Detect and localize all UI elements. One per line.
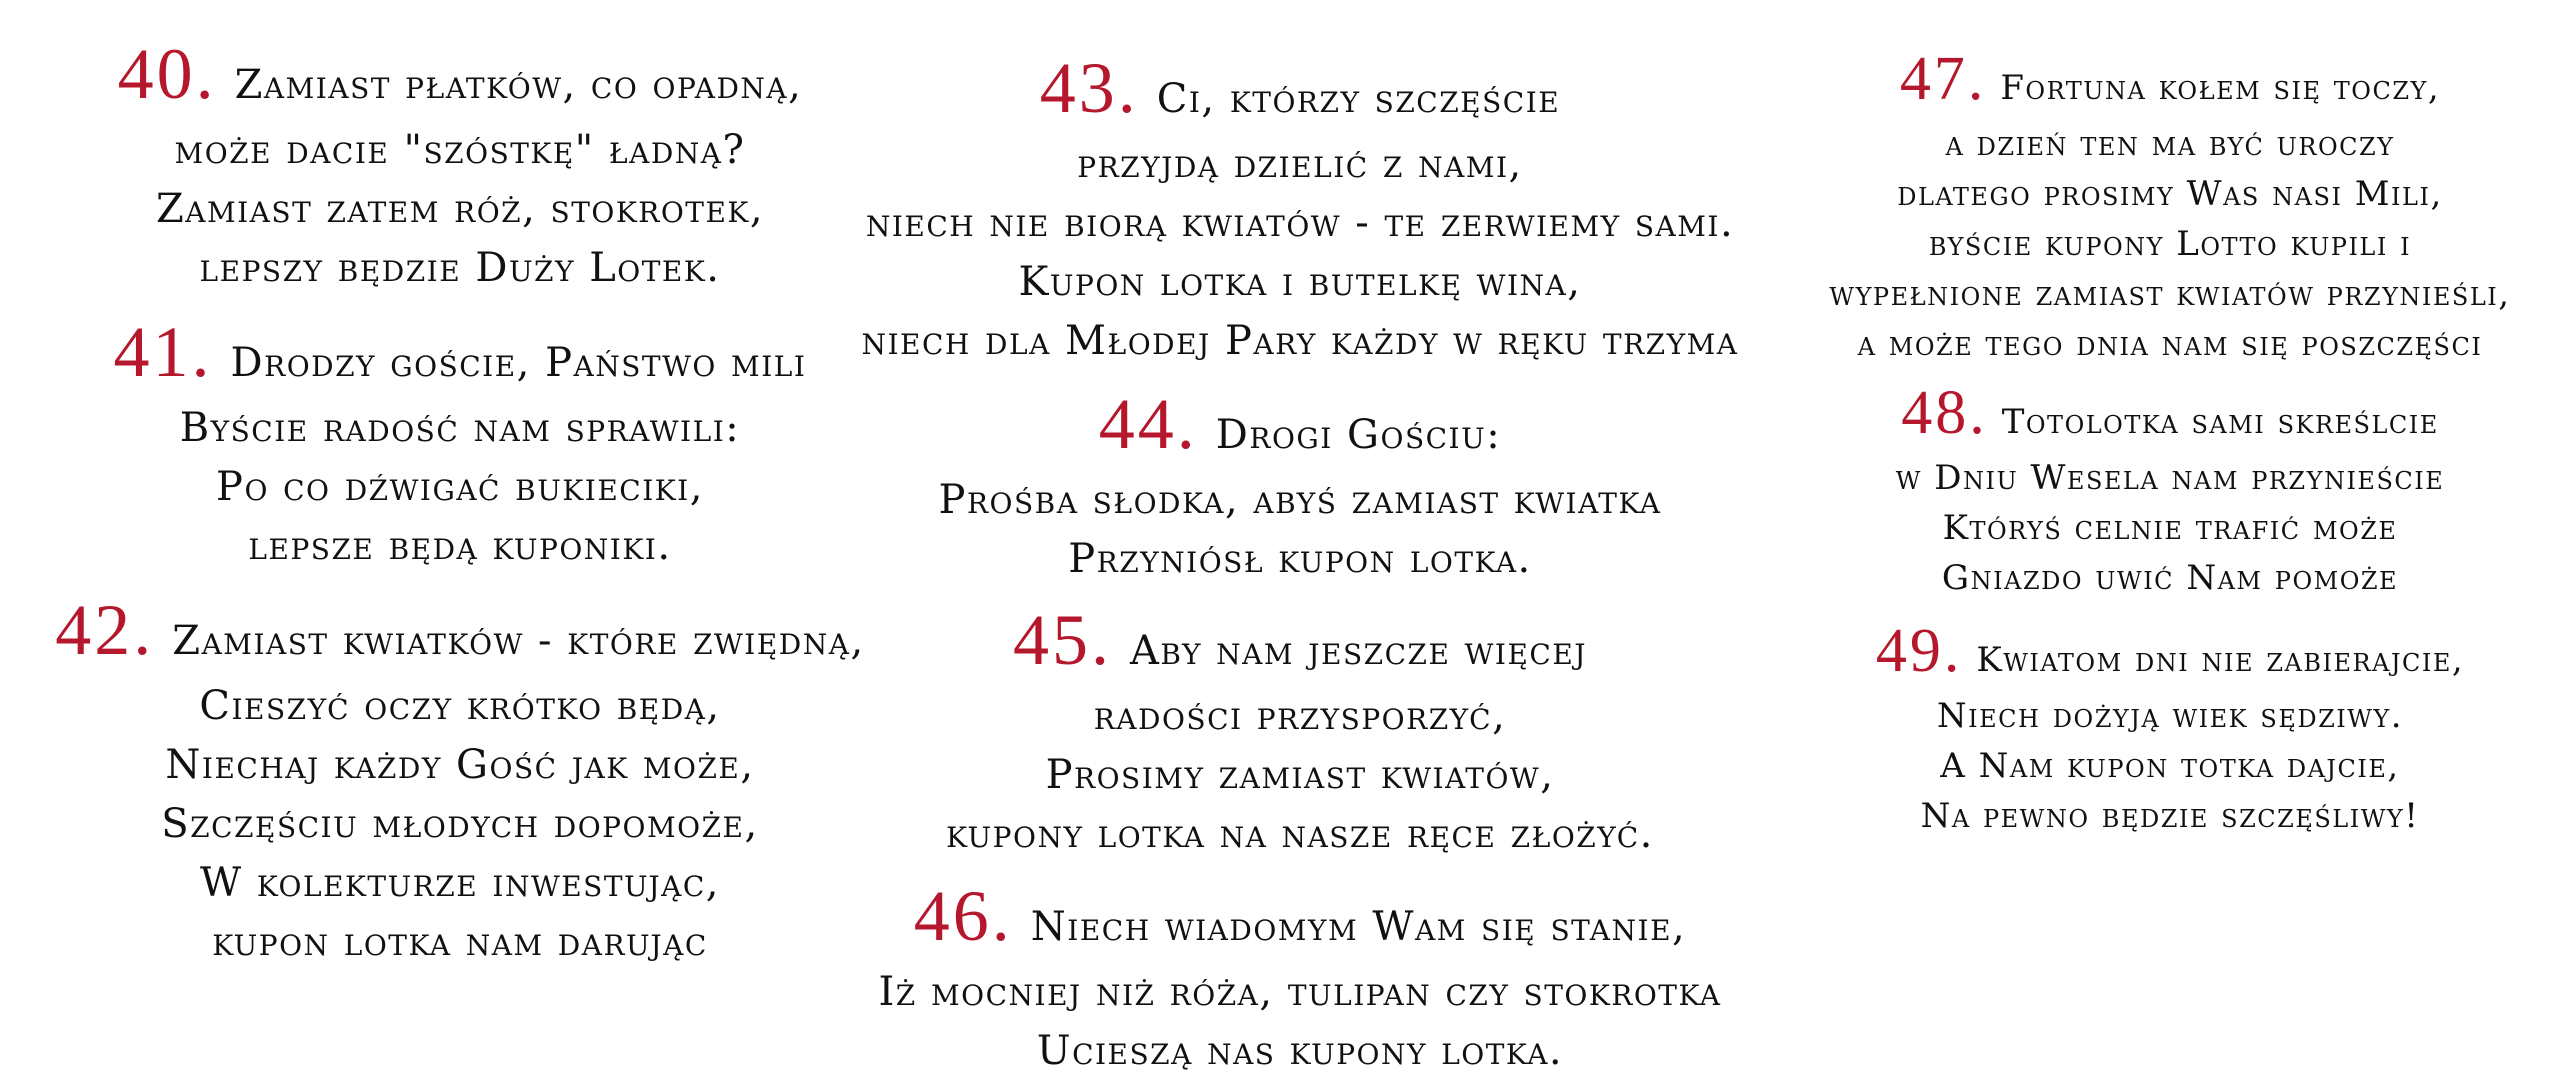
verse-line-text: Zamiast płatków, co opadną, [234,62,803,108]
verse-line [860,48,1740,135]
verse-line: A Nam kupon totka dajcie, [1940,746,2400,786]
verse-line: Ucieszą nas kupony lotka. [1036,1028,1564,1074]
verse-line: Przyniósł kupon lotka. [1068,536,1532,582]
verse-line: kupony lotka na nasze ręce złożyć. [946,811,1654,857]
verse-43 [860,48,1740,371]
verse-line: Niechaj każdy Gość jak może, [165,742,755,788]
verse-line: niech dla Młodej Pary każdy w ręku trzyma [861,318,1739,364]
verse-line-text: Drodzy goście, Państwo mili [230,340,807,386]
verse-49 [1780,617,2560,841]
verse-line: W kolekturze inwestując, [200,860,720,906]
verse-45 [860,600,1740,864]
verse-line-text: Ci, którzy szczęście [1156,76,1561,122]
verse-46 [860,876,1740,1081]
verse-line [40,34,880,121]
verse-line [1780,45,2560,119]
verse-line: w Dniu Wesela nam przynieście [1895,458,2445,498]
verse-number: 41. [113,312,213,392]
verse-line: Zamiast zatem róż, stokrotek, [155,186,765,232]
verse-line: Któryś celnie trafić może [1942,508,2398,548]
verse-line: lepszy będzie Duży Lotek. [199,245,721,291]
verse-line-text: Fortuna kołem się toczy, [2000,68,2441,108]
verse-line-text: Totolotka sami skreślcie [2001,402,2439,442]
verse-number: 48. [1901,379,1988,447]
verse-line: Szczęściu młodych dopomoże, [161,801,759,847]
verse-line: a może tego dnia nam się poszczęści [1857,324,2483,364]
verse-line-text: Aby nam jeszcze więcej [1130,628,1587,674]
verse-number: 47. [1899,45,1987,113]
verse-line: kupon lotka nam darując [212,919,708,965]
verse-line: przyjdą dzielić z nami, [1077,141,1523,187]
verse-line: Na pewno będzie szczęśliwy! [1920,796,2420,836]
verse-line: a dzień ten ma być uroczy [1945,124,2395,164]
verse-line: Byście radość nam sprawili: [179,405,741,451]
verse-line: byście kupony Lotto kupili i [1928,224,2412,264]
verse-line: dlatego prosimy Was nasi Mili, [1897,174,2443,214]
verse-47 [1780,45,2560,369]
verse-line: niech nie biorą kwiatów - te zerwiemy sami. [865,200,1735,246]
verse-number: 40. [117,34,217,114]
verse-line [860,600,1740,687]
verse-line-text: Drogi Gościu: [1215,412,1502,458]
verse-number: 42. [55,590,155,670]
verse-line [860,384,1740,471]
verse-line [40,590,880,677]
verse-line-text: Zamiast kwiatków - które zwiędną, [172,618,865,664]
verse-line: radości przysporzyć, [1093,693,1507,739]
verse-line: Niech dożyją wiek sędziwy. [1936,696,2404,736]
verse-line-text: Kwiatom dni nie zabierajcie, [1976,640,2465,680]
verse-line: Po co dźwigać bukieciki, [216,464,704,510]
verse-line-text: Niech wiadomym Wam się stanie, [1030,904,1687,950]
verse-line: Prosimy zamiast kwiatów, [1045,752,1555,798]
verse-41 [40,312,880,576]
verse-48 [1780,379,2560,603]
verse-42 [40,590,880,972]
verse-number: 45. [1013,600,1112,680]
verse-line [860,876,1740,963]
verse-line: lepsze będą kuponiki. [248,523,672,569]
verse-line: może dacie "szóstkę" ładną? [174,127,746,173]
verse-line: wypełnione zamiast kwiatów przynieśli, [1829,274,2511,314]
verse-line [40,312,880,399]
verse-44 [860,384,1740,589]
verse-number: 44. [1098,384,1198,464]
verse-line: Gniazdo uwić Nam pomoże [1941,558,2399,598]
verse-line: Iż mocniej niż róża, tulipan czy stokrotka [878,969,1722,1015]
verse-line: Cieszyć oczy krótko będą, [199,683,721,729]
verse-line: Kupon lotka i butelkę wina, [1018,259,1582,305]
verse-line [1780,617,2560,691]
verse-line [1780,379,2560,453]
verse-number: 49. [1875,617,1963,685]
verse-line: Prośba słodka, abyś zamiast kwiatka [938,477,1662,523]
verse-number: 46. [913,876,1013,956]
verse-40 [40,34,880,298]
verse-number: 43. [1039,48,1139,128]
